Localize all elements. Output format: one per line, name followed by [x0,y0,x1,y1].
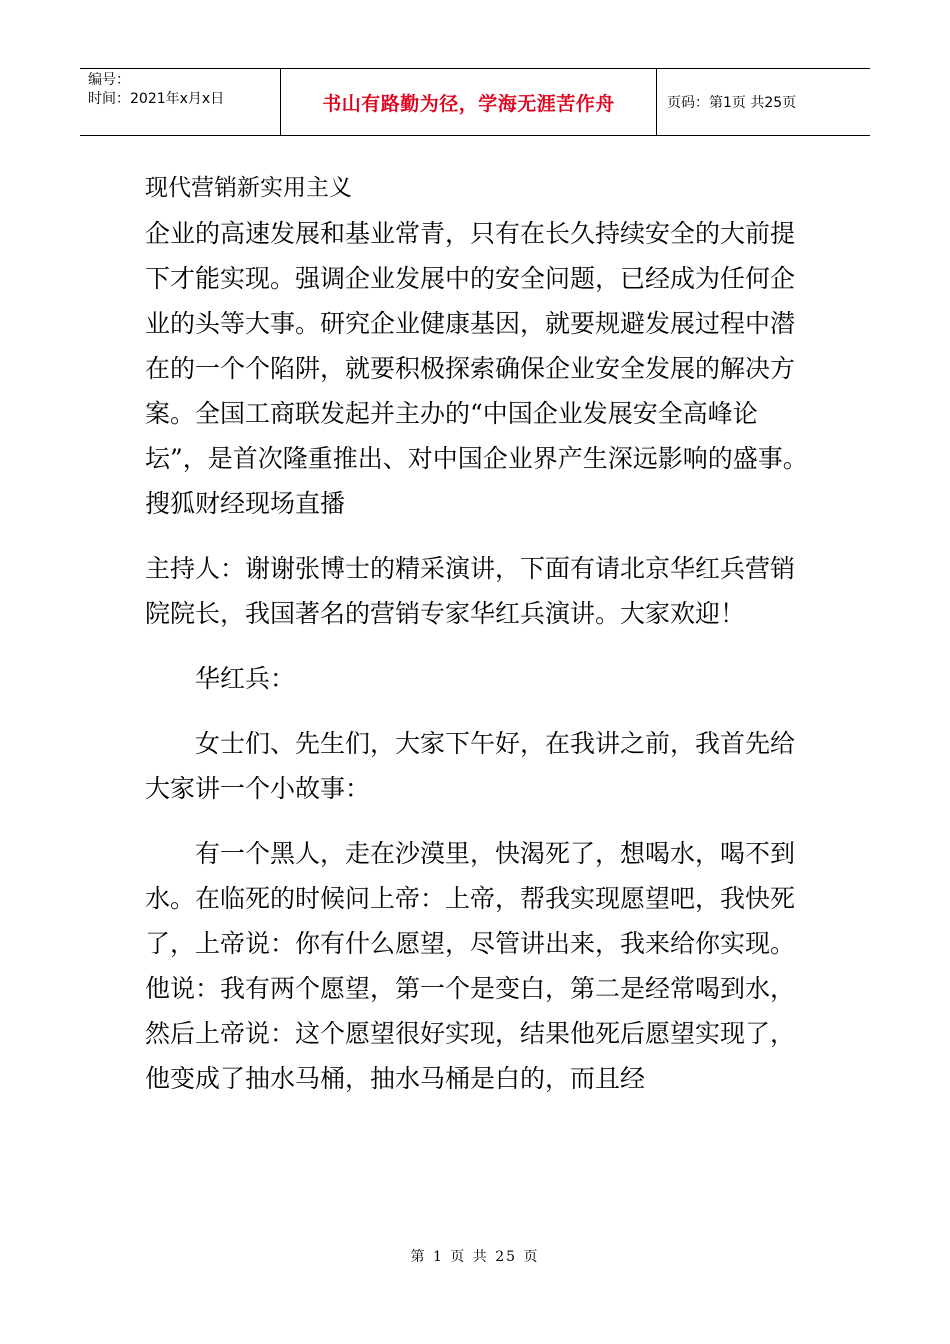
serial-number-label: 编号： [88,72,130,88]
header-page-cell [657,69,870,135]
intro-paragraph: 企业的高速发展和基业常青，只有在长久持续安全的大前提下才能实现。强调企业发展中的安全问题，已经成为任何企业的头等大事。研究企业健康基因，就要规避发展过程中潜在的一个个陷阱，就要积极探索确保企业安全发展的解决方案。全国工商联发起并主办的“中国企业发展安全高峰论坛”，是首次隆重推出、对中国企业界产生深远影响的盛事。搜狐财经现场直播 [145,219,808,518]
host-paragraph: 主持人：谢谢张博士的精采演讲，下面有请北京华红兵营销院院长，我国著名的营销专家华红兵演讲。大家欢迎！ [145,554,796,628]
document-body [145,166,813,1101]
header-motto: 书山有路勤为径，学海无涯苦作舟 [322,92,615,115]
speaker-name: 华红兵： [195,664,296,693]
page-footer: 第 1 页 共 25 页 [410,1249,540,1265]
date-label: 时间：2021年x月x日 [88,91,225,107]
header-meta [80,69,281,135]
document-title: 现代营销新实用主义 [145,175,352,201]
document-header [80,68,870,136]
header-page-info: 页码：第1页 共25页 [667,95,797,111]
story-paragraph: 有一个黑人，走在沙漠里，快渴死了，想喝水，喝不到水。在临死的时候问上帝：上帝，帮我实现愿望吧，我快死了，上帝说：你有什么愿望，尽管讲出来，我来给你实现。他说：我有两个愿望，第一个是变白，第二是经常喝到水，然后上帝说：这个愿望很好实现，结果他死后愿望实现了，他变成了抽水马桶，抽水马桶是白的，而且经 [145,839,796,1093]
greeting-paragraph: 女士们、先生们，大家下午好，在我讲之前，我首先给大家讲一个小故事： [145,729,796,803]
header-motto-cell [281,69,657,135]
